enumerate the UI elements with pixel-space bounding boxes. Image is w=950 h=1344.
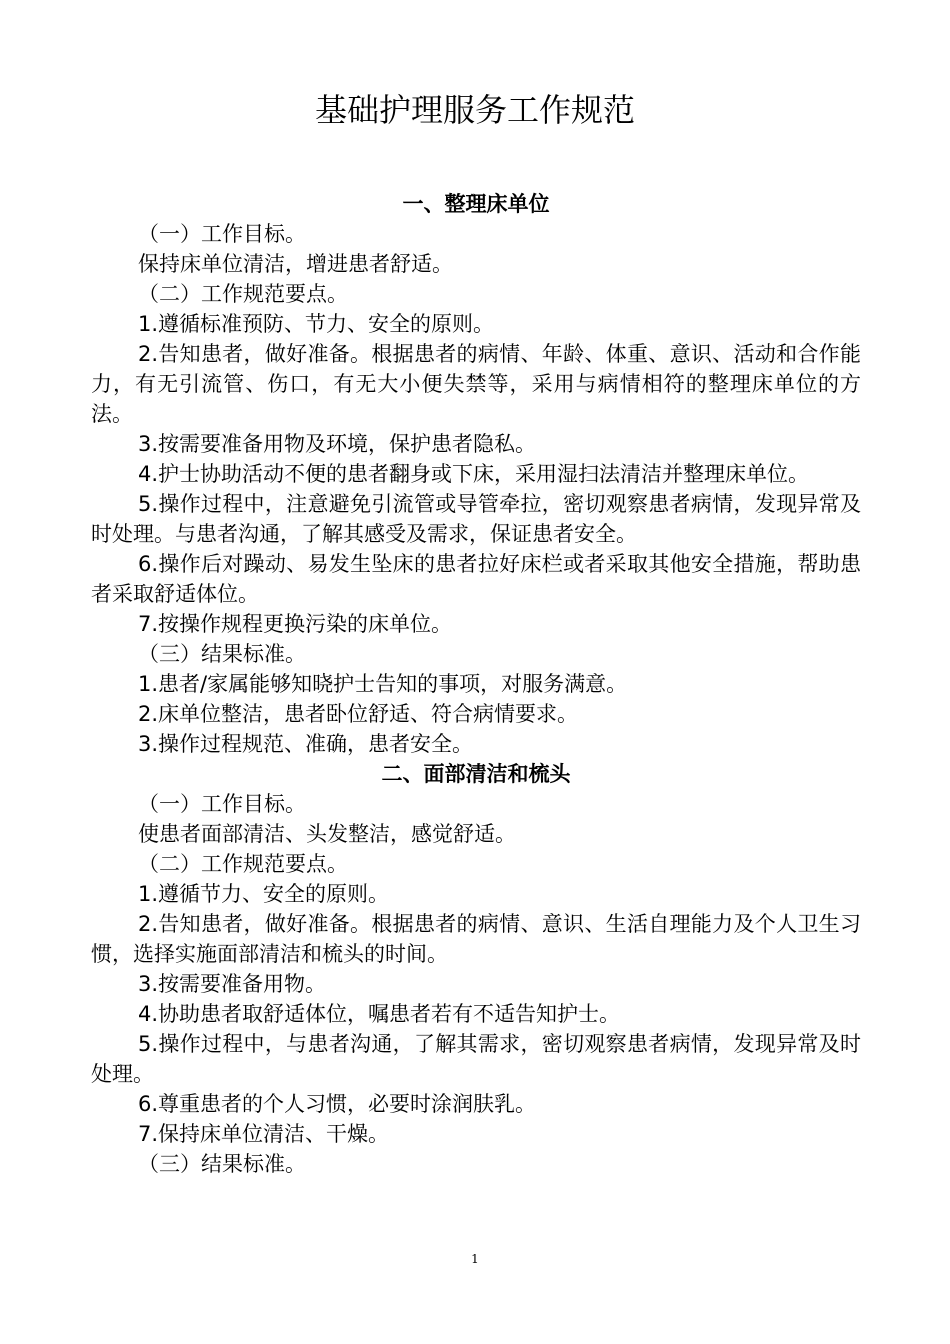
paragraph: 2.告知患者，做好准备。根据患者的病情、意识、生活自理能力及个人卫生习惯，选择实施面部清洁和梳头的时间。 (91, 912, 861, 966)
paragraph: 3.按需要准备用物及环境，保护患者隐私。 (138, 432, 537, 456)
paragraph: 7.按操作规程更换污染的床单位。 (138, 612, 453, 636)
paragraph: （一）工作目标。 (138, 222, 306, 246)
section-bed-unit (91, 189, 861, 759)
paragraph: 5.操作过程中，与患者沟通，了解其需求，密切观察患者病情，发现异常及时处理。 (91, 1032, 861, 1086)
paragraph: （一）工作目标。 (138, 792, 306, 816)
paragraph: 6.尊重患者的个人习惯，必要时涂润肤乳。 (138, 1092, 537, 1116)
paragraph: 3.操作过程规范、准确，患者安全。 (138, 732, 474, 756)
paragraph: 4.护士协助活动不便的患者翻身或下床，采用湿扫法清洁并整理床单位。 (138, 462, 810, 486)
section-heading: 二、面部清洁和梳头 (381, 762, 571, 786)
section-face-hair (91, 759, 861, 1179)
paragraph: 使患者面部清洁、头发整洁，感觉舒适。 (138, 822, 516, 846)
document-body (91, 189, 861, 1179)
paragraph: 2.床单位整洁，患者卧位舒适、符合病情要求。 (138, 702, 579, 726)
paragraph: 5.操作过程中，注意避免引流管或导管牵拉，密切观察患者病情，发现异常及时处理。与患者沟通，了解其感受及需求，保证患者安全。 (91, 492, 861, 546)
paragraph: 7.保持床单位清洁、干燥。 (138, 1122, 390, 1146)
paragraph: （二）工作规范要点。 (138, 282, 348, 306)
paragraph: 3.按需要准备用物。 (138, 972, 327, 996)
paragraph: （二）工作规范要点。 (138, 852, 348, 876)
paragraph: 6.操作后对躁动、易发生坠床的患者拉好床栏或者采取其他安全措施，帮助患者采取舒适体位。 (91, 552, 861, 606)
paragraph: 1.遵循节力、安全的原则。 (138, 882, 390, 906)
paragraph: 保持床单位清洁，增进患者舒适。 (138, 252, 453, 276)
section-heading: 一、整理床单位 (402, 192, 550, 216)
paragraph: 1.患者/家属能够知晓护士告知的事项，对服务满意。 (138, 672, 628, 696)
paragraph: （三）结果标准。 (138, 642, 306, 666)
paragraph: 2.告知患者，做好准备。根据患者的病情、年龄、体重、意识、活动和合作能力，有无引流管、伤口，有无大小便失禁等，采用与病情相符的整理床单位的方法。 (91, 342, 861, 426)
page-number: 1 (471, 1252, 479, 1266)
paragraph: 4.协助患者取舒适体位，嘱患者若有不适告知护士。 (138, 1002, 621, 1026)
paragraph: （三）结果标准。 (138, 1152, 306, 1176)
paragraph: 1.遵循标准预防、节力、安全的原则。 (138, 312, 495, 336)
document-title: 基础护理服务工作规范 (314, 91, 635, 129)
